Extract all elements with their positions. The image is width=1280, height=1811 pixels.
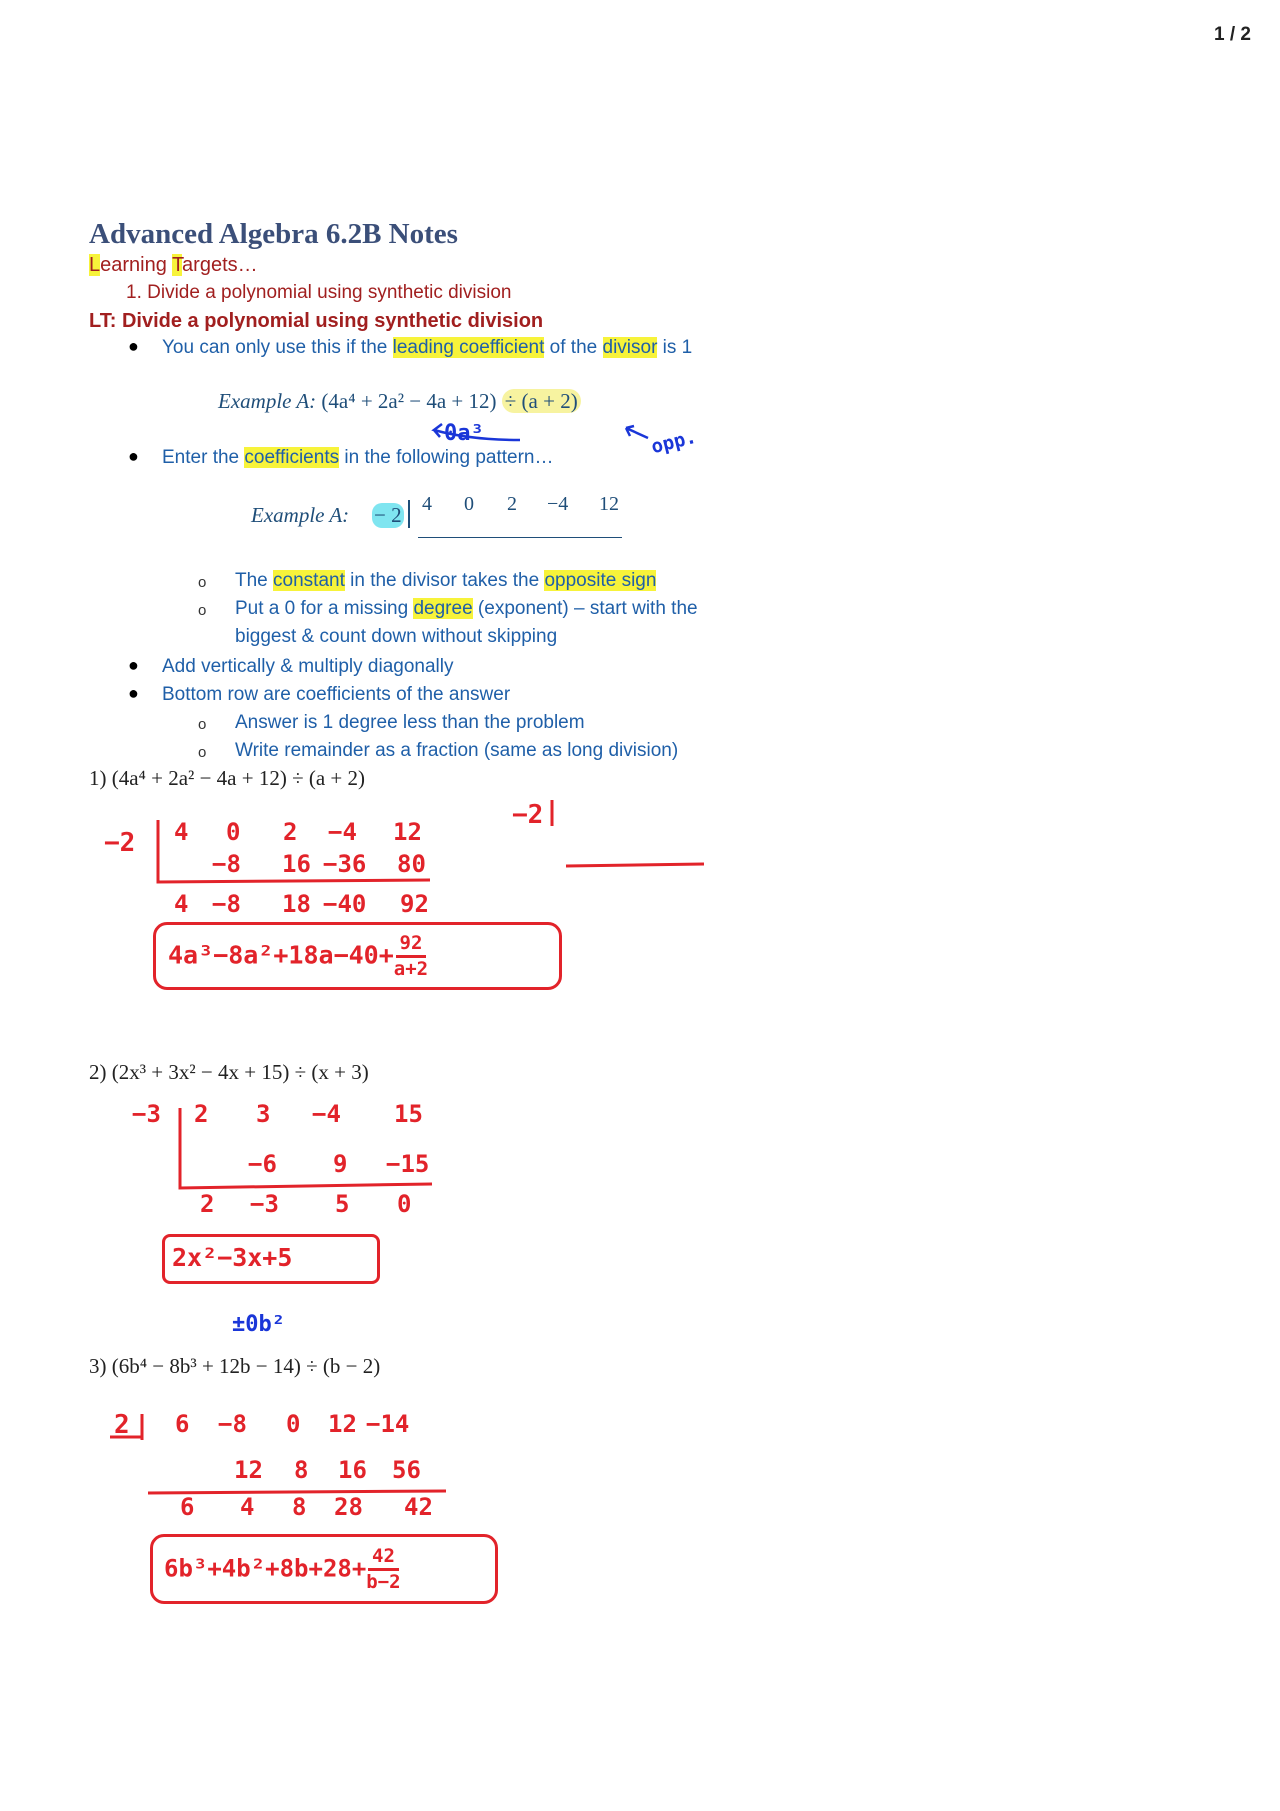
- problem-3-annotation: ±0b²: [232, 1312, 285, 1337]
- sub-bullet-remainder-fraction: Write remainder as a fraction (same as long division): [235, 740, 679, 761]
- problem-1-row3: −40: [323, 890, 367, 918]
- example-a-part-b: + 2a² − 4a + 12): [360, 389, 502, 413]
- problem-1-bracket: [158, 820, 430, 882]
- problem-2-row3: −3: [250, 1190, 279, 1218]
- problem-3-row1: 6: [175, 1410, 190, 1438]
- lt-text-argets: argets…: [182, 254, 258, 276]
- sub2-pre: Put a 0 for a missing: [235, 598, 414, 619]
- problem-1-row2: −8: [212, 850, 241, 878]
- example-a-coef: 12: [599, 493, 619, 515]
- problem-1-row2: 16: [282, 850, 311, 878]
- bullet-dot: ●: [128, 655, 139, 675]
- problem-1-row1: 4: [174, 818, 189, 846]
- bullet2-post: in the following pattern…: [339, 447, 554, 468]
- sub-bullet-missing-degree-line2: biggest & count down without skipping: [235, 626, 558, 647]
- annotation-0a3: 0a³: [444, 421, 484, 446]
- bullet-add-vertically: Add vertically & multiply diagonally: [162, 656, 454, 677]
- arrow-opp: [626, 426, 648, 438]
- lt-letter-t: T: [172, 254, 183, 276]
- problem-3-answer-expr: 6b³+4b²+8b+28+: [164, 1554, 367, 1583]
- problem-2-row1: 15: [394, 1100, 423, 1128]
- problem-3-row3: 6: [180, 1493, 195, 1521]
- problem-3-row2: 16: [338, 1456, 367, 1484]
- highlight-divisor: divisor: [602, 337, 658, 358]
- highlight-opposite-sign: opposite sign: [544, 570, 657, 591]
- problem-1-answer: [168, 934, 428, 979]
- lt-subheading: LT: Divide a polynomial using synthetic division: [89, 310, 544, 332]
- example-a-coef: 2: [507, 493, 517, 515]
- problem-3-divisor: 2: [114, 1410, 130, 1440]
- example-a-coef: −4: [547, 493, 569, 515]
- bullet-bottom-row: Bottom row are coefficients of the answer: [162, 684, 511, 705]
- example-a-synthetic-label: Example A:: [251, 503, 350, 527]
- sub-bullet-circle: o: [198, 574, 207, 591]
- example-a-divisor-circled: − 2: [374, 503, 402, 527]
- extra-divisor-line: [566, 864, 704, 866]
- sub1-pre: The: [235, 570, 274, 591]
- problem-2-row2: −6: [248, 1150, 277, 1178]
- problem-1-row3: 4: [174, 890, 189, 918]
- problem-3-row3: 4: [240, 1493, 255, 1521]
- problem-3-row3: 8: [292, 1493, 307, 1521]
- problem-2-row2: 9: [333, 1150, 348, 1178]
- problem-3-row1: −8: [218, 1410, 247, 1438]
- problem-3-row1: −14: [366, 1410, 410, 1438]
- problem-1-row1: −4: [328, 818, 357, 846]
- example-a-label: Example A:: [218, 389, 322, 413]
- problem-3-remainder-den: b−2: [366, 1571, 401, 1593]
- problem-1-row3: 92: [400, 890, 429, 918]
- problem-1-remainder-den: a+2: [393, 958, 429, 980]
- bullet1-post: is 1: [657, 337, 693, 358]
- problem-2-row3: 5: [335, 1190, 350, 1218]
- problem-1-answer-expr: 4a³−8a²+18a−40+: [168, 940, 394, 970]
- problem-2-divisor: −3: [132, 1100, 161, 1128]
- problem-1-row1: 0: [226, 818, 241, 846]
- problem-2-row2: −15: [386, 1150, 430, 1178]
- highlight-leading-coefficient: leading coefficient: [392, 337, 545, 358]
- problem-1-extra-divisor: −2: [512, 800, 544, 830]
- sub1-mid: in the divisor takes the: [344, 570, 545, 591]
- sub-bullet-circle: o: [198, 716, 207, 733]
- problem-3-row1: 0: [286, 1410, 301, 1438]
- sub-bullet-circle: o: [198, 744, 207, 761]
- sub2-post: (exponent) – start with the: [472, 598, 698, 619]
- problem-3-row2: 12: [234, 1456, 263, 1484]
- example-a-coef: 4: [422, 493, 432, 515]
- problem-1-row2: −36: [323, 850, 367, 878]
- page-number: 1 / 2: [1214, 24, 1251, 45]
- lt-letter-l: L: [89, 254, 101, 276]
- problem-2-row1: 2: [194, 1100, 209, 1128]
- problem-1-row1: 12: [393, 818, 422, 846]
- highlight-constant: constant: [273, 570, 345, 591]
- problem-3-row1: 12: [328, 1410, 357, 1438]
- example-a-coef: 0: [464, 493, 474, 515]
- target-item-1: 1. Divide a polynomial using synthetic division: [126, 282, 512, 303]
- annotation-opp: opp.: [649, 425, 699, 459]
- example-a-part-a: (4a⁴: [321, 389, 361, 413]
- problem-3-remainder: [366, 1547, 400, 1592]
- bullet1-mid: of the: [544, 337, 603, 358]
- highlight-coefficients: coefficients: [244, 447, 340, 468]
- bullet2-pre: Enter the: [162, 447, 245, 468]
- problem-1-remainder-num: 92: [396, 934, 427, 958]
- problem-1-row2: 80: [397, 850, 426, 878]
- bullet-dot: ●: [128, 336, 139, 356]
- problem-1-row1: 2: [283, 818, 298, 846]
- problem-3-row2: 8: [294, 1456, 309, 1484]
- problem-2-row1: −4: [312, 1100, 341, 1128]
- problem-2-statement: 2) (2x³ + 3x² − 4x + 15) ÷ (x + 3): [89, 1060, 369, 1084]
- page-title: Advanced Algebra 6.2B Notes: [89, 218, 458, 250]
- problem-2-row3: 2: [200, 1190, 215, 1218]
- bullet1-pre: You can only use this if the: [162, 337, 393, 358]
- example-a-divisor-highlight: ÷ (a + 2): [502, 389, 581, 413]
- problem-1-statement: 1) (4a⁴ + 2a² − 4a + 12) ÷ (a + 2): [89, 766, 366, 790]
- highlight-degree: degree: [413, 598, 473, 619]
- sub-bullet-one-degree-less: Answer is 1 degree less than the problem: [235, 712, 585, 733]
- problem-1-row3: 18: [282, 890, 311, 918]
- lt-text-earning: earning: [100, 254, 173, 276]
- problem-1-remainder: [394, 934, 428, 979]
- problem-1-row3: −8: [212, 890, 241, 918]
- problem-2-row3: 0: [397, 1190, 412, 1218]
- problem-3-row3: 42: [404, 1493, 433, 1521]
- problem-3-answer: [164, 1547, 401, 1592]
- bullet-dot: ●: [128, 683, 139, 703]
- problem-3-remainder-num: 42: [368, 1547, 399, 1571]
- problem-2-row1: 3: [256, 1100, 271, 1128]
- problem-3-statement: 3) (6b⁴ − 8b³ + 12b − 14) ÷ (b − 2): [89, 1354, 381, 1378]
- bullet-dot: ●: [128, 446, 139, 466]
- problem-3-row2: 56: [392, 1456, 421, 1484]
- problem-2-answer: 2x²−3x+5: [172, 1243, 293, 1272]
- problem-3-row3: 28: [334, 1493, 363, 1521]
- arrow-to-0a3: [434, 424, 520, 440]
- sub-bullet-circle: o: [198, 602, 207, 619]
- problem-1-divisor: −2: [104, 828, 136, 858]
